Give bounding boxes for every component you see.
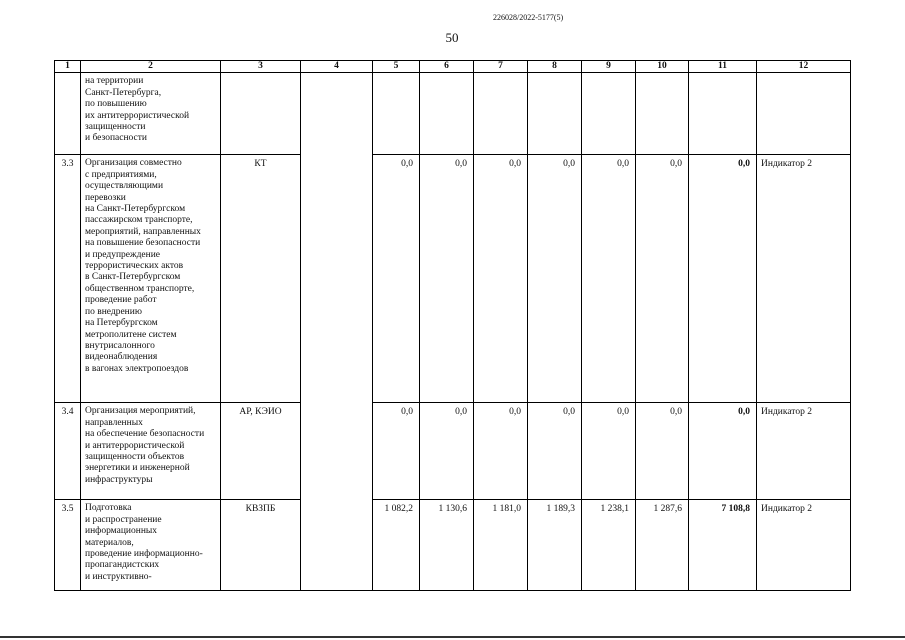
year-value-cell: 0,0 — [582, 155, 636, 403]
description-line: и антитеррористической — [85, 440, 185, 451]
description-line: и безопасности — [85, 133, 147, 144]
description-line: перевозки — [85, 192, 126, 203]
description-cell — [81, 73, 221, 155]
column-4-cell — [301, 500, 373, 591]
description-line: на Петербургском — [85, 318, 158, 329]
year-value-cell: 0,0 — [373, 403, 420, 500]
year-value-cell: 0,0 — [582, 403, 636, 500]
year-value-cell: 1 287,6 — [636, 500, 689, 591]
year-value-cell — [582, 73, 636, 155]
year-value-cell — [420, 73, 474, 155]
description-line: видеонаблюдения — [85, 352, 158, 363]
year-value-cell — [528, 73, 582, 155]
indicator-cell: Индикатор 2 — [757, 403, 851, 500]
header-row — [55, 61, 851, 73]
col-header: 7 — [474, 61, 528, 73]
year-value-cell: 0,0 — [420, 403, 474, 500]
description-line: в вагонах электропоездов — [85, 363, 189, 374]
year-value-cell: 1 189,3 — [528, 500, 582, 591]
col-header: 4 — [301, 61, 373, 73]
table-row — [55, 500, 851, 591]
description-line: пропагандистских — [85, 560, 160, 571]
year-value-cell: 0,0 — [528, 403, 582, 500]
description-line: инфраструктуры — [85, 474, 153, 485]
description-line: Подготовка — [85, 503, 132, 514]
document-id: 226028/2022-5177(5) — [493, 13, 564, 22]
description-line: энергетики и инженерной — [85, 463, 190, 474]
description-line: защищенности — [85, 122, 146, 133]
row-number-cell: 3.3 — [55, 155, 81, 403]
indicator-cell: Индикатор 2 — [757, 500, 851, 591]
total-value-cell: 0,0 — [689, 155, 757, 403]
description-line: материалов, — [85, 537, 134, 548]
year-value-cell: 0,0 — [420, 155, 474, 403]
table-row — [55, 403, 851, 500]
description-cell — [81, 500, 221, 591]
indicator-cell — [757, 73, 851, 155]
year-value-cell: 0,0 — [636, 403, 689, 500]
description-line: мероприятий, направленных — [85, 226, 201, 237]
description-cell — [81, 403, 221, 500]
program-table — [54, 60, 851, 591]
description-line: их антитеррористической — [85, 110, 190, 121]
col-header: 6 — [420, 61, 474, 73]
scan-bottom-edge — [0, 636, 905, 638]
col-header: 2 — [81, 61, 221, 73]
description-line: на Санкт-Петербургском — [85, 204, 186, 215]
executor-cell — [221, 73, 301, 155]
description-line: Организация мероприятий, — [85, 406, 196, 417]
executor-cell: КВЗПБ — [221, 500, 301, 591]
executor-cell: КТ — [221, 155, 301, 403]
col-header: 3 — [221, 61, 301, 73]
indicator-cell: Индикатор 2 — [757, 155, 851, 403]
row-number-cell — [55, 73, 81, 155]
description-line: на повышение безопасности — [85, 238, 201, 249]
col-header: 10 — [636, 61, 689, 73]
description-line: террористических актов — [85, 261, 184, 272]
year-value-cell — [636, 73, 689, 155]
year-value-cell: 1 181,0 — [474, 500, 528, 591]
description-line: направленных — [85, 417, 143, 428]
description-line: метрополитене систем — [85, 329, 177, 340]
description-line: защищенности объектов — [85, 452, 185, 463]
column-4-cell — [301, 155, 373, 403]
description-line: общественном транспорте, — [85, 283, 195, 294]
year-value-cell: 0,0 — [636, 155, 689, 403]
description-line: на территории — [85, 76, 144, 87]
page-number: 50 — [445, 30, 459, 45]
year-value-cell — [474, 73, 528, 155]
description-line: пассажирском транспорте, — [85, 215, 193, 226]
description-line: по повышению — [85, 99, 147, 110]
col-header: 5 — [373, 61, 420, 73]
col-header: 8 — [528, 61, 582, 73]
description-cell — [81, 155, 221, 403]
description-line: и предупреждение — [85, 249, 161, 260]
description-line: внутрисалонного — [85, 340, 155, 351]
description-line: проведение информационно- — [85, 549, 203, 560]
description-line: и инструктивно- — [85, 571, 152, 582]
year-value-cell: 0,0 — [373, 155, 420, 403]
year-value-cell: 1 130,6 — [420, 500, 474, 591]
table-row — [55, 73, 851, 155]
row-number-cell: 3.5 — [55, 500, 81, 591]
description-line: проведение работ — [85, 295, 157, 306]
column-4-cell — [301, 73, 373, 155]
year-value-cell: 0,0 — [474, 403, 528, 500]
year-value-cell: 1 238,1 — [582, 500, 636, 591]
description-line: Санкт-Петербурга, — [85, 87, 162, 98]
executor-cell: АР, КЭИО — [221, 403, 301, 500]
year-value-cell: 1 082,2 — [373, 500, 420, 591]
col-header: 12 — [757, 61, 851, 73]
description-line: Организация совместно — [85, 158, 182, 169]
col-header: 1 — [55, 61, 81, 73]
col-header: 11 — [689, 61, 757, 73]
description-line: в Санкт-Петербургском — [85, 272, 181, 283]
description-line: по внедрению — [85, 306, 142, 317]
description-line: осуществляющими — [85, 181, 164, 192]
column-4-cell — [301, 403, 373, 500]
description-line: и распространение — [85, 514, 162, 525]
year-value-cell: 0,0 — [474, 155, 528, 403]
description-line: с предприятиями, — [85, 169, 157, 180]
table-row — [55, 155, 851, 403]
description-line: информационных — [85, 526, 158, 537]
row-number-cell: 3.4 — [55, 403, 81, 500]
description-line: на обеспечение безопасности — [85, 429, 205, 440]
total-value-cell: 0,0 — [689, 403, 757, 500]
total-value-cell — [689, 73, 757, 155]
year-value-cell: 0,0 — [528, 155, 582, 403]
total-value-cell: 7 108,8 — [689, 500, 757, 591]
col-header: 9 — [582, 61, 636, 73]
year-value-cell — [373, 73, 420, 155]
